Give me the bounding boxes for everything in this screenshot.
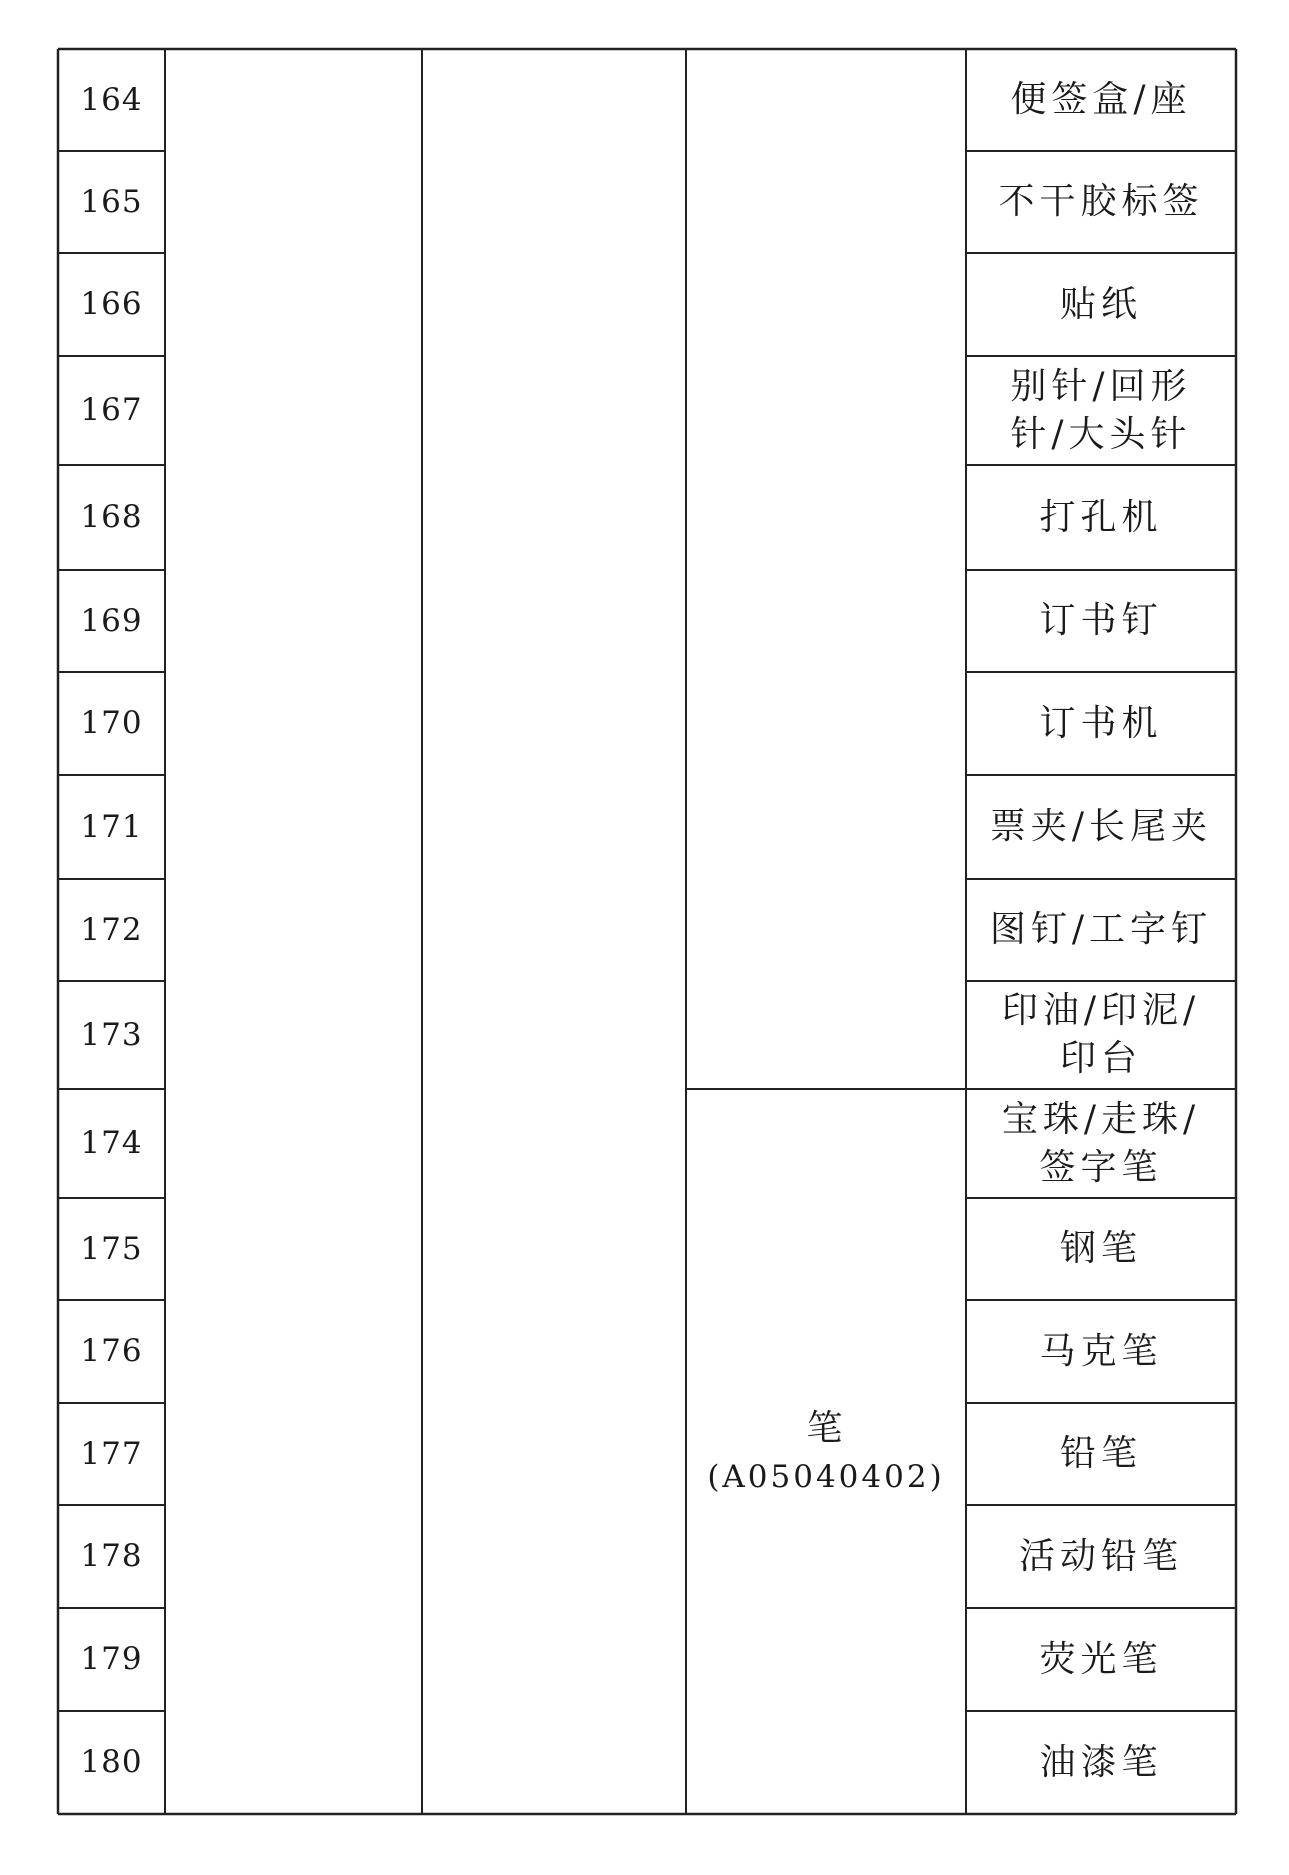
item-name: 别针/回形针/大头针 — [1010, 365, 1192, 455]
item-name: 荧光笔 — [1039, 1638, 1163, 1680]
category-code: (A05040402) — [707, 1458, 945, 1495]
row-number: 171 — [80, 808, 143, 845]
item-name: 宝珠/走珠/签字笔 — [1001, 1098, 1201, 1188]
row-number: 170 — [80, 705, 143, 742]
row-number: 169 — [80, 602, 143, 639]
item-name: 订书机 — [1039, 702, 1163, 744]
item-name: 印油/印泥/印台 — [1001, 990, 1201, 1079]
row-number: 174 — [80, 1125, 143, 1162]
item-name: 图钉/工字钉 — [989, 909, 1213, 951]
item-name: 票夹/长尾夹 — [989, 806, 1213, 848]
row-number: 166 — [80, 286, 143, 323]
item-name: 便签盒/座 — [1010, 79, 1192, 121]
row-number: 180 — [80, 1744, 143, 1781]
category-cell-pens — [686, 1089, 966, 1814]
item-name: 马克笔 — [1039, 1330, 1163, 1372]
row-number: 164 — [80, 81, 143, 118]
item-name: 油漆笔 — [1039, 1741, 1163, 1783]
item-name: 钢笔 — [1059, 1228, 1142, 1270]
row-number: 173 — [80, 1016, 143, 1053]
row-number: 175 — [80, 1230, 143, 1267]
item-name: 订书钉 — [1039, 600, 1163, 642]
row-number: 178 — [80, 1538, 143, 1575]
item-name: 活动铅笔 — [1018, 1535, 1183, 1577]
row-number: 168 — [80, 499, 143, 536]
row-number: 165 — [80, 183, 143, 220]
item-name: 打孔机 — [1039, 496, 1163, 538]
row-number: 177 — [80, 1435, 143, 1472]
item-name: 贴纸 — [1059, 283, 1142, 325]
row-number: 167 — [80, 392, 143, 429]
row-number: 172 — [80, 911, 143, 948]
item-name: 铅笔 — [1059, 1433, 1142, 1475]
row-number: 179 — [80, 1641, 143, 1678]
item-name: 不干胶标签 — [998, 181, 1204, 223]
row-number: 176 — [80, 1333, 143, 1370]
category-name: 笔 — [806, 1408, 846, 1450]
